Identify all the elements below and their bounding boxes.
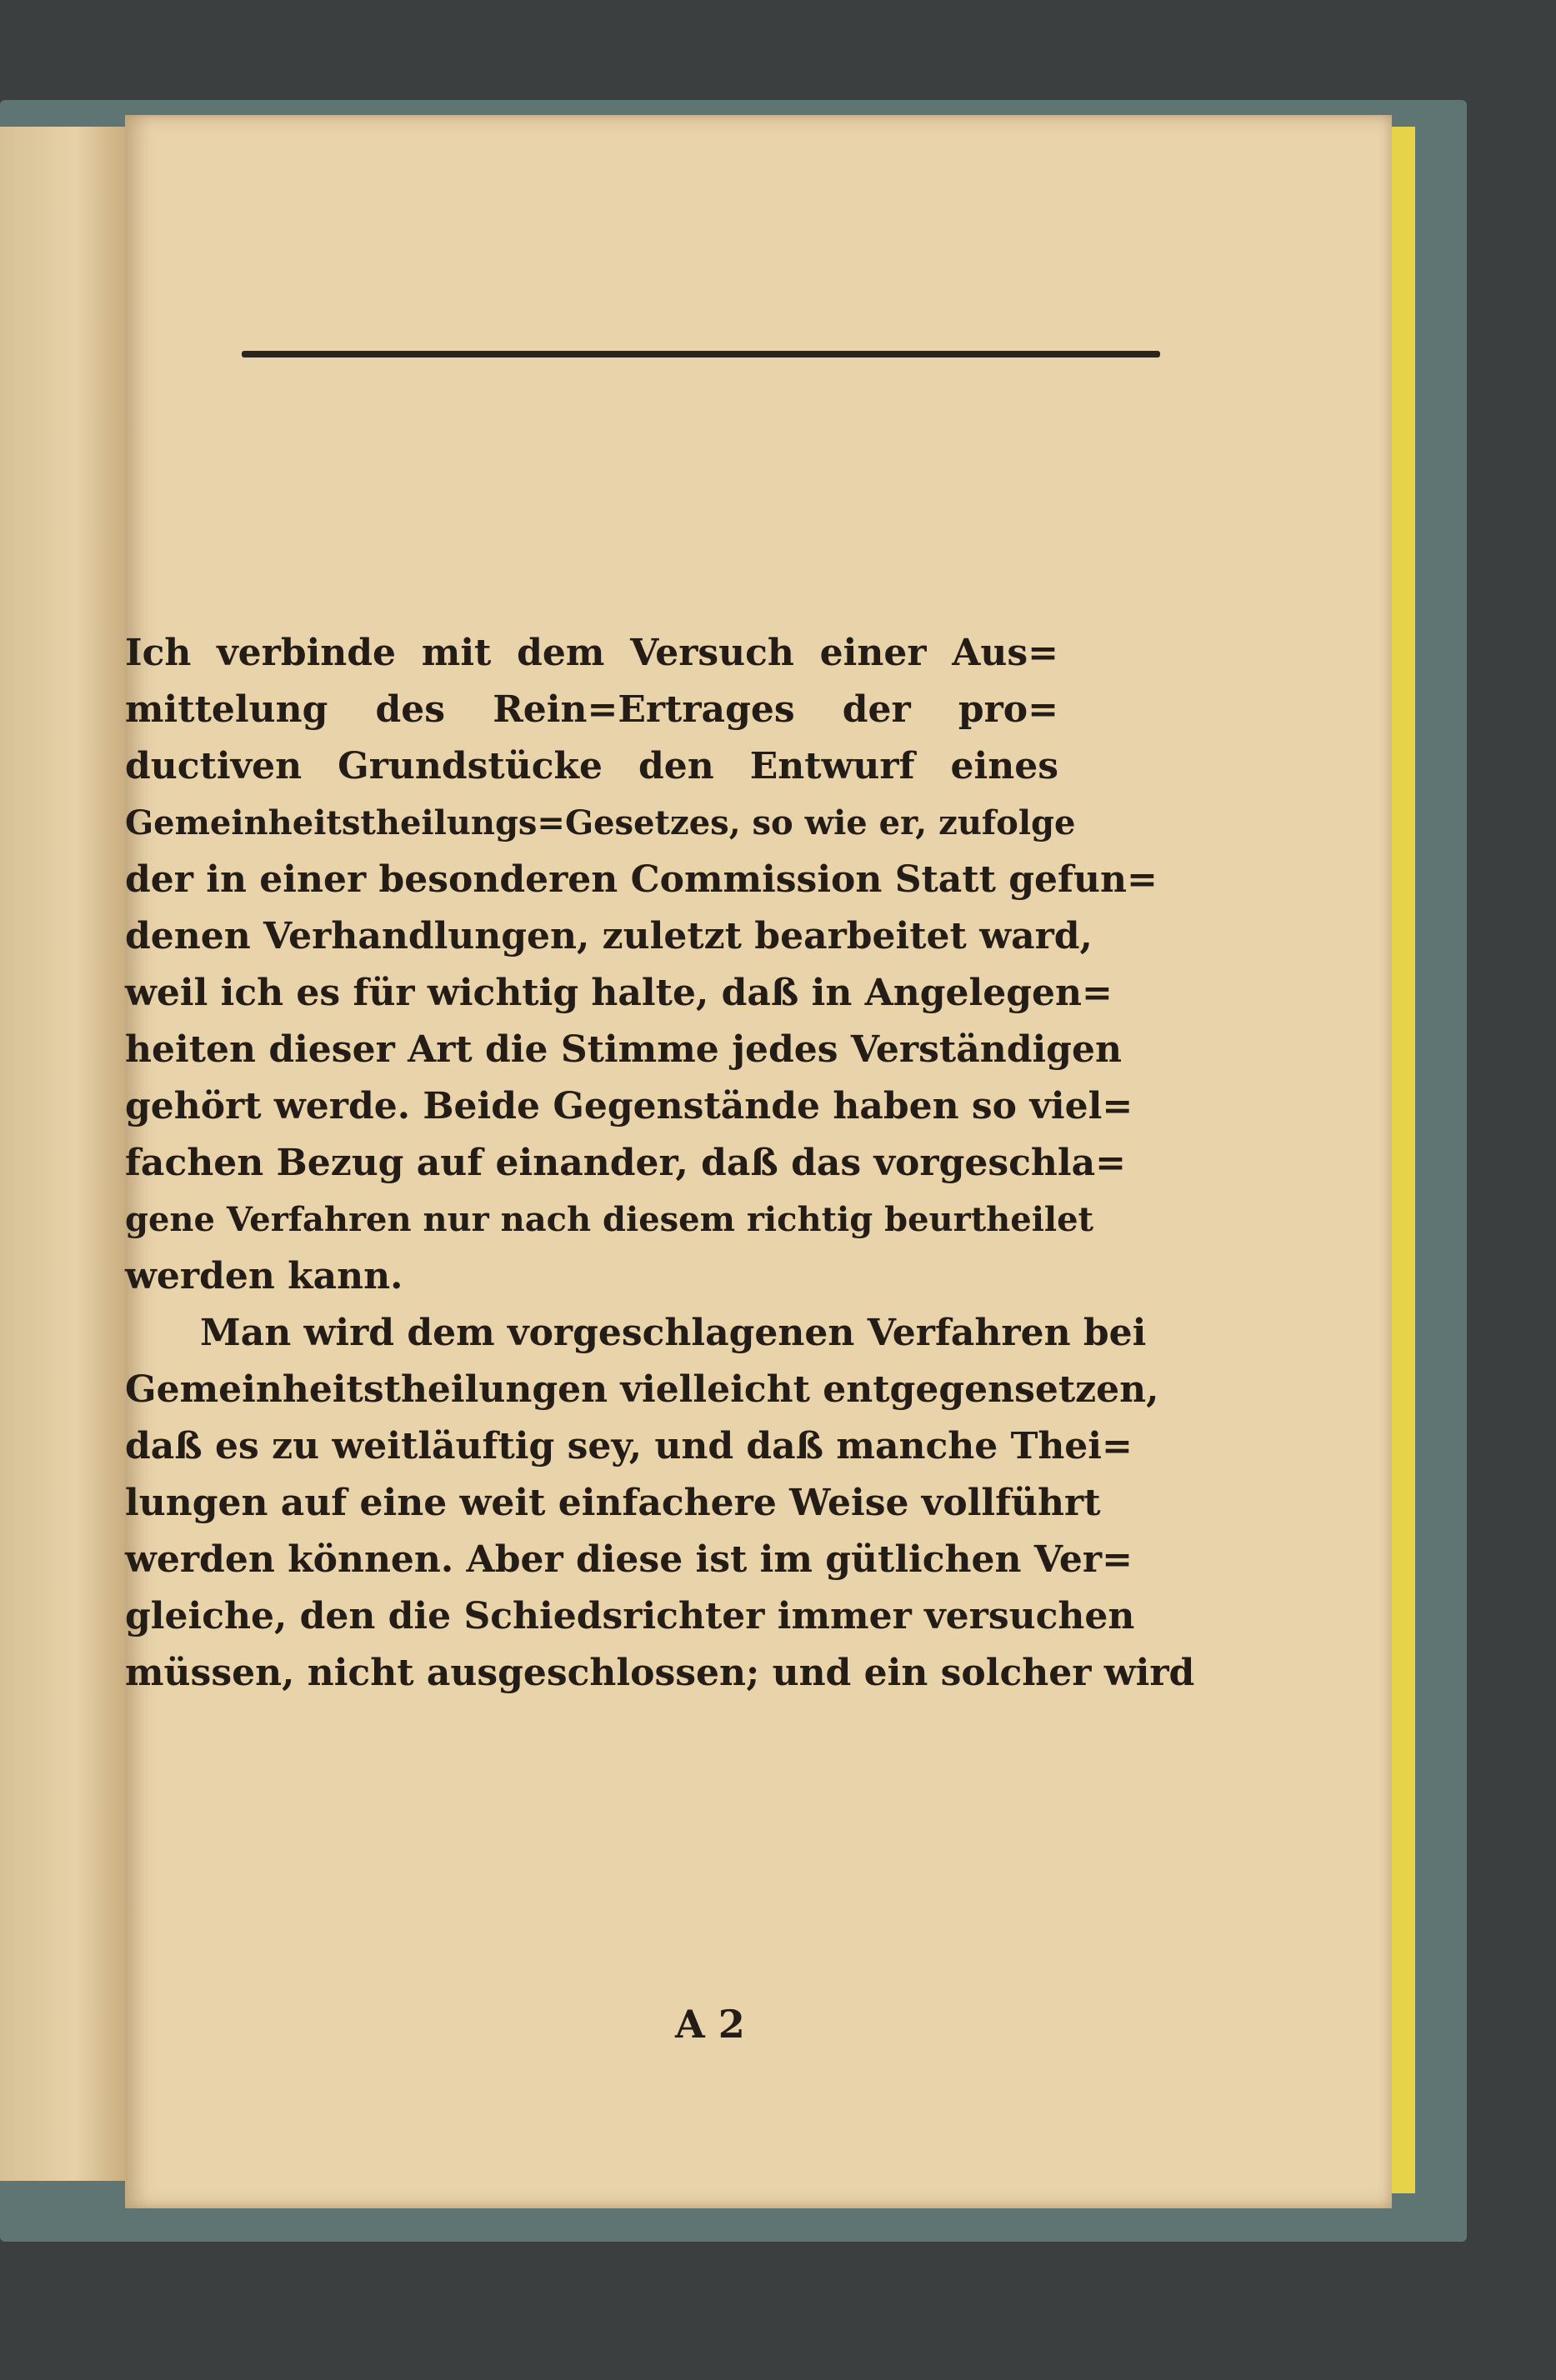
text-line: Man wird dem vorgeschlagenen Verfahren bei: [200, 1312, 1147, 1354]
text-line: ductiven Grundstücke den Entwurf eines: [125, 745, 1058, 788]
text-line: müssen, nicht ausgeschlossen; und ein solcher wird: [125, 1652, 1195, 1694]
text-line: Gemeinheitstheilungen vielleicht entgegensetzen,: [125, 1368, 1159, 1411]
page-edge-yellow: [1392, 127, 1415, 2193]
text-line: der in einer besonderen Commission Statt gefun=: [125, 858, 1158, 901]
text-line: werden kann.: [125, 1255, 403, 1298]
text-line: daß es zu weitläuftig sey, und daß manche Thei=: [125, 1425, 1133, 1468]
text-line: denen Verhandlungen, zuletzt bearbeitet ward,: [125, 915, 1093, 958]
text-line: heiten dieser Art die Stimme jedes Verständigen: [125, 1028, 1122, 1071]
body-text: [125, 625, 1195, 1702]
text-line: Gemeinheitstheilungs=Gesetzes, so wie er, zufolge: [125, 803, 1076, 842]
text-line: lungen auf eine weit einfachere Weise vollführt: [125, 1482, 1101, 1524]
text-line: gleiche, den die Schiedsrichter immer versuchen: [125, 1595, 1135, 1638]
signature-mark: A 2: [675, 2002, 745, 2047]
header-rule: [242, 351, 1160, 358]
text-line: weil ich es für wichtig halte, daß in Angelegen=: [125, 972, 1113, 1014]
text-line: mittelung des Rein=Ertrages der pro=: [125, 688, 1058, 731]
text-line: Ich verbinde mit dem Versuch einer Aus=: [125, 632, 1058, 674]
left-page-edge: [0, 127, 125, 2181]
text-line: fachen Bezug auf einander, daß das vorgeschla=: [125, 1142, 1126, 1184]
text-line: gene Verfahren nur nach diesem richtig beurtheilet: [125, 1200, 1094, 1239]
text-line: gehört werde. Beide Gegenstände haben so viel=: [125, 1085, 1133, 1128]
text-line: werden können. Aber diese ist im gütlichen Ver=: [125, 1538, 1133, 1581]
